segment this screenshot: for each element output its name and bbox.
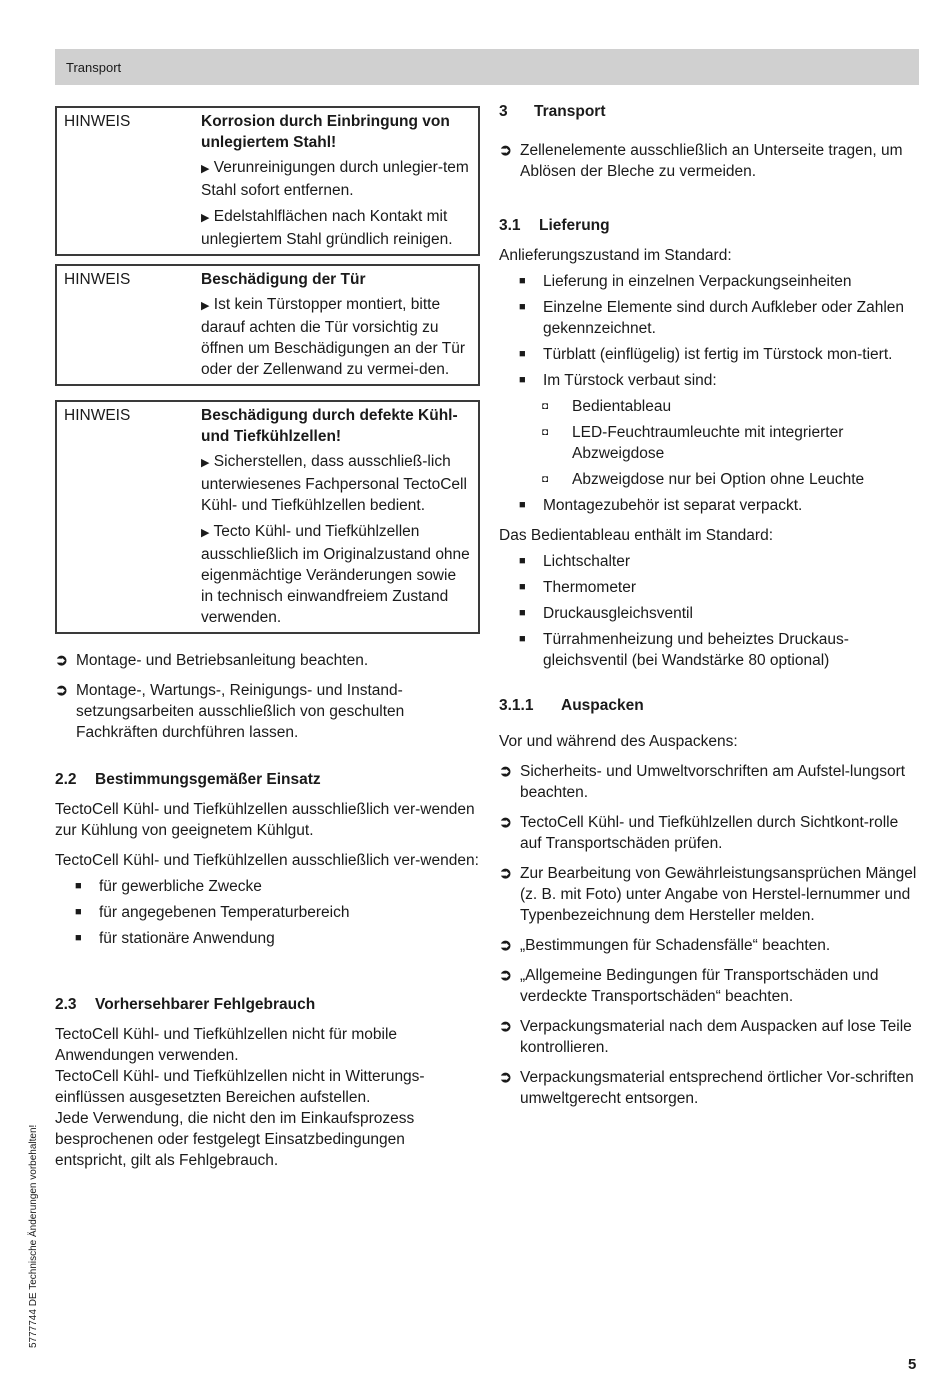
square-bullet-icon: ■	[75, 880, 82, 892]
arrow-icon: ➲	[499, 763, 512, 780]
paragraph: TectoCell Kühl- und Tiefkühlzellen ausschließlich ver-wenden zur Kühlung von geeignetem Kühlgut.	[55, 801, 475, 839]
section-heading-3: 3 Transport	[499, 103, 606, 120]
triangle-icon: ▶	[201, 163, 210, 175]
square-bullet-icon: ■	[519, 499, 526, 511]
instruction-item: ➲ „Bestimmungen für Schadensfälle“ beachten.	[499, 937, 831, 954]
notice-title: Beschädigung der Tür	[201, 271, 366, 288]
arrow-icon: ➲	[499, 937, 512, 954]
triangle-icon: ▶	[201, 212, 210, 224]
side-note: 5777744 DE Technische Änderungen vorbehalten!	[28, 1124, 39, 1348]
paragraph: Anlieferungszustand im Standard:	[499, 247, 732, 264]
instruction-item: ➲ Zur Bearbeitung von Gewährleistungsansprüchen Mängel (z. B. mit Foto) unter Angabe von Herstel-lernummer und Typenbezeichnung dem Hersteller melden.	[499, 865, 917, 924]
list-item: ■ Montagezubehör ist separat verpackt.	[519, 497, 803, 514]
arrow-icon: ➲	[499, 1069, 512, 1086]
instruction-item: ➲ Sicherheits- und Umweltvorschriften am Aufstel-lungsort beachten.	[499, 763, 906, 801]
framed-square-bullet-icon: ◘	[542, 474, 549, 485]
sub-list-item: ◘ Bedientableau	[542, 398, 672, 415]
square-bullet-icon: ■	[519, 607, 526, 619]
instruction-item: ➲ Verpackungsmaterial entsprechend örtlicher Vor-schriften umweltgerecht entsorgen.	[499, 1069, 914, 1107]
framed-square-bullet-icon: ◘	[542, 401, 549, 412]
notice-label: HINWEIS	[64, 113, 131, 130]
sub-list-item: ◘ LED-Feuchtraumleuchte mit integrierter Abzweigdose	[542, 424, 844, 462]
paragraph: Das Bedientableau enthält im Standard:	[499, 527, 774, 544]
list-item: ■ Türrahmenheizung und beheiztes Druckaus-gleichsventil (bei Wandstärke 80 optional)	[519, 631, 849, 669]
paragraph: Jede Verwendung, die nicht den im Einkaufsprozess besprochenen oder festgelegt Einsatzbedingungen entspricht, gilt als Fehlgebrauch.	[55, 1110, 415, 1169]
paragraph: Vor und während des Auspackens:	[499, 733, 738, 750]
list-item: ■ Druckausgleichsventil	[519, 605, 693, 622]
section-heading-3-1-1: 3.1.1 Auspacken	[499, 697, 644, 714]
list-item: ■ Im Türstock verbaut sind:	[519, 372, 717, 389]
square-bullet-icon: ■	[519, 581, 526, 593]
section-heading-2-3: 2.3 Vorhersehbarer Fehlgebrauch	[55, 996, 316, 1013]
arrow-icon: ➲	[499, 814, 512, 831]
notice-item: ▶ Ist kein Türstopper montiert, bitte darauf achten die Tür vorsichtig zu öffnen um Beschädigungen an der Tür oder der Zellenwand zu vermei-den.	[201, 296, 465, 378]
notice-box	[55, 400, 480, 634]
notice-label: HINWEIS	[64, 271, 131, 288]
list-item: ■ Türblatt (einflügelig) ist fertig im Türstock mon-tiert.	[519, 346, 893, 363]
square-bullet-icon: ■	[519, 301, 526, 313]
list-item: ■ Lichtschalter	[519, 553, 631, 570]
square-bullet-icon: ■	[519, 633, 526, 645]
notice-box	[55, 106, 480, 256]
header-title: Transport	[66, 60, 122, 75]
sub-list-item: ◘ Abzweigdose nur bei Option ohne Leuchte	[542, 471, 865, 488]
list-item: ■ für gewerbliche Zwecke	[75, 878, 262, 895]
arrow-icon: ➲	[499, 142, 512, 159]
triangle-icon: ▶	[201, 300, 210, 312]
header-bar	[55, 49, 919, 85]
square-bullet-icon: ■	[519, 275, 526, 287]
page-number: 5	[908, 1356, 917, 1373]
notice-item: ▶ Tecto Kühl- und Tiefkühlzellen ausschließlich im Originalzustand ohne eigenmächtige Veränderungen sowie in technisch einwandfreiem Zustand verwenden.	[201, 523, 470, 626]
arrow-icon: ➲	[499, 967, 512, 984]
arrow-icon: ➲	[55, 652, 68, 669]
paragraph: TectoCell Kühl- und Tiefkühlzellen nicht in Witterungs-einflüssen ausgesetzten Bereichen aufstellen.	[55, 1068, 425, 1106]
arrow-icon: ➲	[499, 865, 512, 882]
instruction-item: ➲ TectoCell Kühl- und Tiefkühlzellen durch Sichtkont-rolle auf Transportschäden prüfen.	[499, 814, 899, 852]
triangle-icon: ▶	[201, 457, 210, 469]
notice-title: Beschädigung durch defekte Kühl- und Tiefkühlzellen!	[201, 407, 458, 445]
notice-box	[55, 264, 480, 386]
notice-title: Korrosion durch Einbringung von unlegiertem Stahl!	[201, 113, 450, 151]
section-heading-3-1: 3.1 Lieferung	[499, 217, 610, 234]
notice-item: ▶ Verunreinigungen durch unlegier-tem Stahl sofort entfernen.	[201, 159, 469, 199]
paragraph: TectoCell Kühl- und Tiefkühlzellen nicht für mobile Anwendungen verwenden.	[55, 1026, 398, 1064]
list-item: ■ für stationäre Anwendung	[75, 930, 275, 947]
triangle-icon: ▶	[201, 527, 210, 539]
list-item: ■ für angegebenen Temperaturbereich	[75, 904, 350, 921]
instruction-item: ➲ Montage- und Betriebsanleitung beachten.	[55, 652, 369, 669]
right-column	[499, 101, 924, 1118]
arrow-icon: ➲	[499, 1018, 512, 1035]
arrow-icon: ➲	[55, 682, 68, 699]
square-bullet-icon: ■	[75, 906, 82, 918]
notice-item: ▶ Sicherstellen, dass ausschließ-lich unterwiesenes Fachpersonal TectoCell Kühl- und Tiefkühlzellen bedient.	[201, 453, 467, 514]
list-item: ■ Lieferung in einzelnen Verpackungseinheiten	[519, 273, 852, 290]
square-bullet-icon: ■	[519, 374, 526, 386]
instruction-item: ➲ Verpackungsmaterial nach dem Auspacken auf lose Teile kontrollieren.	[499, 1018, 912, 1056]
square-bullet-icon: ■	[519, 555, 526, 567]
square-bullet-icon: ■	[75, 932, 82, 944]
notice-item: ▶ Edelstahlflächen nach Kontakt mit unlegiertem Stahl gründlich reinigen.	[201, 208, 453, 248]
framed-square-bullet-icon: ◘	[542, 427, 549, 438]
notice-label: HINWEIS	[64, 407, 131, 424]
instruction-item: ➲ Montage-, Wartungs-, Reinigungs- und Instand-setzungsarbeiten ausschließlich von geschulten Fachkräften durchführen lassen.	[55, 682, 405, 741]
instruction-item: ➲ Zellenelemente ausschließlich an Unterseite tragen, um Ablösen der Bleche zu vermeiden.	[499, 142, 903, 180]
paragraph: TectoCell Kühl- und Tiefkühlzellen ausschließlich ver-wenden:	[55, 852, 479, 869]
list-item: ■ Thermometer	[519, 579, 637, 596]
left-column	[55, 106, 480, 1171]
list-item: ■ Einzelne Elemente sind durch Aufkleber oder Zahlen gekennzeichnet.	[519, 299, 905, 337]
square-bullet-icon: ■	[519, 348, 526, 360]
instruction-item: ➲ „Allgemeine Bedingungen für Transportschäden und verdeckte Transportschäden“ beachten.	[499, 967, 879, 1005]
section-heading-2-2: 2.2 Bestimmungsgemäßer Einsatz	[55, 771, 321, 788]
